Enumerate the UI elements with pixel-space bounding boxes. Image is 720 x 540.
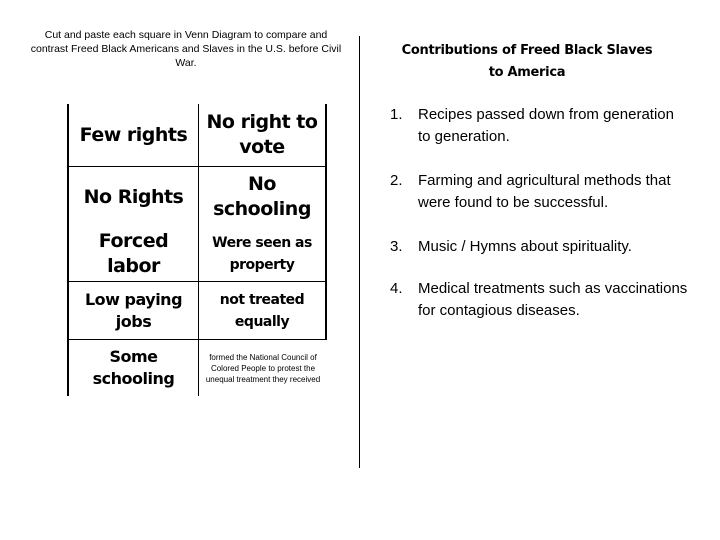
square-low-paying-jobs[interactable]: Low paying jobs [67,282,198,340]
instructions-text: Cut and paste each square in Venn Diagram to compare and contrast Freed Black Americans and Slaves in the U.S. before Civil War. [30,29,342,69]
square-national-council[interactable]: formed the National Council of Colored People to protest the unequal treatment they received [198,340,327,396]
list-item [390,278,690,322]
page-divider [359,36,360,468]
list-item [390,236,690,258]
contributions-title-line2: to America [488,65,566,80]
list-item-text: Farming and agricultural methods that were found to be successful. [418,172,671,211]
list-item [390,104,690,148]
square-no-right-to-vote[interactable]: No right to vote [198,104,327,167]
square-no-rights[interactable]: No Rights [67,167,198,227]
contributions-title-line1: Contributions of Freed Black Slaves [401,43,653,58]
list-item-number: 2. [390,172,403,189]
square-forced-labor[interactable]: Forced labor [67,227,198,282]
cut-out-squares-grid [67,104,327,396]
square-no-schooling[interactable]: No schooling [198,167,327,227]
list-item-text: Medical treatments such as vaccinations for contagious diseases. [418,280,688,319]
square-some-schooling[interactable]: Some schooling [67,340,198,396]
list-item-number: 4. [390,280,403,297]
list-item-number: 1. [390,106,403,123]
contributions-list [390,104,690,322]
square-few-rights[interactable]: Few rights [67,104,198,167]
list-item-number: 3. [390,238,403,255]
list-item-text: Music / Hymns about spirituality. [418,238,632,255]
list-item-text: Recipes passed down from generation to generation. [418,106,674,145]
square-seen-as-property[interactable]: Were seen as property [198,227,327,282]
list-item [390,170,690,214]
contributions-title [382,40,672,84]
square-not-treated-equally[interactable]: not treated equally [198,282,327,340]
